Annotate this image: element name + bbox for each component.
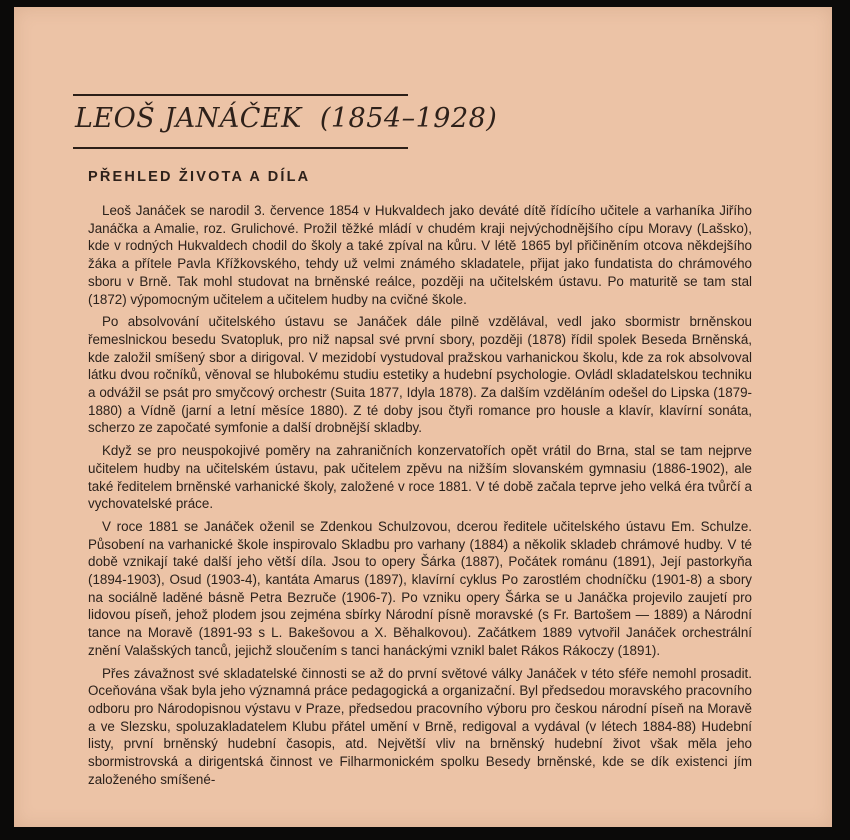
- paragraph: V roce 1881 se Janáček oženil se Zdenkou Schulzovou, dcerou ředitele učitelského ústavu Em. Schulze. Působení na varhanické škole inspirovalo Skladbu pro varhany (1884) a několik skladeb chrámové hudby. V té době vznikají také další jeho větší díla. Jsou to opery Šárka (1887), Počátek románu (1891), Její pastorkyňa (1894-1903), Osud (1903-4), kantáta Amarus (1897), klavírní cyklus Po zarostlém chodníčku (1901-8) a sbory na sociálně laděné básně Petra Bezruče (1906-7). Po vzniku opery Šárka se u Janáčka projevilo zaujetí pro lidovou píseň, jehož plodem jsou zejména sbírky Národní písně moravské (s Fr. Bartošem — 1889) a Národní tance na Moravě (1891-93 s L. Bakešovou a X. Běhalkovou). Začátkem 1889 vytvořil Janáček orchestrální znění Valašských tanců, jejichž sloučením s tanci hanáckými vznikl balet Rákos Rákoczy (1891).: [88, 518, 752, 658]
- title-rule-bottom: [73, 147, 408, 149]
- paragraph: Když se pro neuspokojivé poměry na zahraničních konzervatořích opět vrátil do Brna, stal se tam nejprve učitelem hudby na učitelském ústavu, pak učitelem zpěvu na nižším slovanském gymnasiu (1886-1902), ale také ředitelem brněnské varhanické školy, založené v roce 1881. V té době začala teprve jeho velká éra tvůrčí a vychovatelské práce.: [88, 443, 752, 512]
- composer-years: (1854–1928): [319, 103, 498, 134]
- paragraph: Přes závažnost své skladatelské činnosti se až do první světové války Janáček v této sféře nemohl prosadit. Oceňována však byla jeho významná práce pedagogická a organizační. Byl předsedou moravského pracovního odboru pro Národopisnou výstavu v Praze, předsedou pracovního výboru pro českou národní píseň na Moravě a ve Slezsku, spoluzakladatelem Klubu přátel umění v Brně, redigoval a vydával (v létech 1884-88) Hudební listy, první brněnský hudební časopis, atd. Největší vliv na brněnský hudební život však měla jeho sbormistrovská a dirigentská činnost ve Filharmonickém spolku Besedy brněnské, kde se dík existenci jím založeného smíšené-: [88, 665, 752, 787]
- title-rule-top: [73, 94, 408, 96]
- page-title: [75, 103, 497, 134]
- section-heading: PŘEHLED ŽIVOTA A DÍLA: [88, 169, 311, 185]
- book-page: [14, 7, 832, 827]
- composer-name: LEOŠ JANÁČEK: [75, 103, 302, 134]
- paragraph: Po absolvování učitelského ústavu se Janáček dále pilně vzdělával, vedl jako sbormistr brněnskou řemeslnickou besedu Svatopluk, pro niž napsal své první sbory, později (1878) řídil spolek Beseda Brněnská, kde založil smíšený sbor a dirigoval. V mezidobí vystudoval pražskou varhanickou školu, kde za rok absolvoval látku dvou ročníků, věnoval se hlubokému studiu estetiky a hudební psychologie. Ovládl skladatelskou techniku a odvážil se psát pro smyčcový orchestr (Suita 1877, Idyla 1878). Za dalším vzděláním odešel do Lipska (1879-1880) a Vídně (jarní a letní měsíce 1880). Z té doby jsou čtyři romance pro housle a klavír, klavírní sonáta, scherzo ze započaté symfonie a další drobnější skladby.: [88, 314, 752, 436]
- paragraph: Leoš Janáček se narodil 3. července 1854 v Hukvaldech jako deváté dítě řídícího učitele a varhaníka Jiřího Janáčka a Amalie, roz. Grulichové. Prožil těžké mládí v chudém kraji nejvýchodnějšího cípu Moravy (Lašsko), kde v rodných Hukvaldech chodil do školy a také zpíval na kůru. V létě 1865 byl přičiněním otcova někdejšího žáka a přítele Pavla Křížkovského, tehdy už velmi známého skladatele, přijat jako fundatista do chrámového sboru v Brně. Tak mohl studovat na brněnské reálce, později na učitelském ústavu. Po maturitě se tam stal (1872) výpomocným učitelem a učitelem hudby na cvičné škole.: [88, 203, 752, 307]
- body-text: [88, 202, 752, 789]
